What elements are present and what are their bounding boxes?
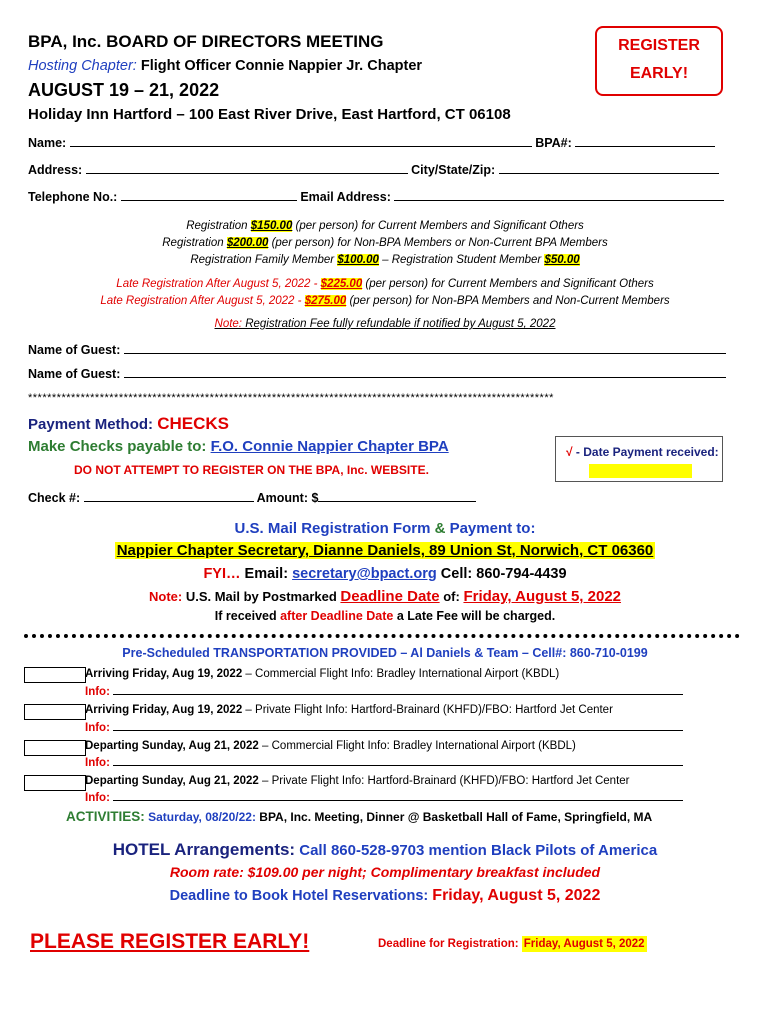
refund-note	[0, 318, 770, 330]
transport-text: – Private Flight Info: Hartford-Brainard (KHFD)/FBO: Hartford Jet Center	[242, 704, 613, 716]
payable-label: Make Checks payable to:	[28, 438, 211, 455]
transport-info-field-2[interactable]	[113, 730, 683, 731]
hotel-deadline-date: Friday, August 5, 2022	[432, 887, 601, 904]
late-fee-note	[0, 609, 770, 623]
city-state-zip-field[interactable]	[499, 173, 719, 174]
transport-date: Departing Sunday, Aug 21, 2022	[85, 740, 259, 752]
guest-label: Name of Guest:	[28, 343, 121, 357]
fyi-label: FYI…	[203, 566, 241, 582]
please-register-early: PLEASE REGISTER EARLY!	[30, 930, 310, 953]
transport-item-2	[85, 704, 613, 716]
fee-text: (per person) for Current Members and Significant Others	[292, 220, 584, 232]
guest-label: Name of Guest:	[28, 367, 121, 381]
postmark-note-label: Note:	[148, 589, 183, 604]
mail-heading-text: Payment to:	[445, 520, 536, 537]
guest-name-field-1[interactable]	[124, 353, 726, 354]
transport-date: Arriving Friday, Aug 19, 2022	[85, 668, 243, 680]
activities-row	[66, 809, 652, 824]
transport-checkbox-4[interactable]	[24, 775, 86, 791]
address-row	[28, 163, 719, 177]
address-field[interactable]	[86, 173, 408, 174]
guest-name-field-2[interactable]	[124, 377, 726, 378]
late-fee-amount: $225.00	[320, 278, 363, 290]
date-payment-text: - Date Payment received:	[572, 445, 719, 459]
late-fee-line-2	[0, 295, 770, 307]
late-fee-line-1	[0, 278, 770, 290]
check-mark-icon: √	[566, 445, 573, 459]
hosting-value: Flight Officer Connie Nappier Jr. Chapter	[140, 58, 423, 74]
transport-info-field-1[interactable]	[113, 694, 683, 695]
transport-date: Departing Sunday, Aug 21, 2022	[85, 775, 259, 787]
register-box-line2: EARLY!	[629, 65, 689, 82]
fee-line-3	[0, 254, 770, 266]
registration-deadline-date: Friday, August 5, 2022	[523, 938, 645, 950]
register-early-box	[595, 26, 723, 96]
late-fee-text: Late Registration After August 5, 2022 -	[116, 278, 321, 290]
phone-row	[28, 190, 724, 204]
late-fee-amount: $275.00	[304, 295, 347, 307]
late-fee-note-text: If received	[214, 609, 281, 623]
fee-amount: $100.00	[337, 254, 379, 266]
guest-row-1	[28, 343, 726, 357]
activities-text: BPA, Inc. Meeting, Dinner @ Basketball Hall of Fame, Springfield, MA	[255, 810, 653, 824]
payment-method-value: CHECKS	[157, 414, 229, 433]
date-payment-field[interactable]	[589, 464, 692, 478]
deadline-date-label: Deadline Date	[340, 588, 440, 605]
postmark-of: of:	[439, 589, 464, 604]
star-divider: **************************************************************************************************************	[28, 392, 554, 404]
transport-text: – Commercial Flight Info: Bradley International Airport (KBDL)	[258, 740, 576, 752]
payable-to	[28, 438, 449, 455]
transport-item-1	[85, 668, 559, 680]
phone-label: Telephone No.:	[28, 190, 118, 204]
fee-text: Registration Family Member	[190, 254, 338, 266]
payable-value: F.O. Connie Nappier Chapter BPA	[210, 438, 449, 455]
check-number-field[interactable]	[84, 501, 254, 502]
hotel-row	[0, 840, 770, 860]
city-label: City/State/Zip:	[411, 163, 496, 177]
name-field[interactable]	[70, 146, 532, 147]
transport-checkbox-2[interactable]	[24, 704, 86, 720]
transport-info-label: Info:	[85, 757, 110, 769]
fee-amount: $200.00	[226, 237, 269, 249]
transport-info-row-1	[85, 686, 683, 698]
transport-info-label: Info:	[85, 792, 110, 804]
fee-line-1	[0, 220, 770, 232]
late-fee-note-text: a Late Fee will be charged.	[393, 609, 556, 623]
register-box-line1: REGISTER	[618, 37, 700, 54]
fee-text: Registration	[162, 237, 227, 249]
fee-amount: $150.00	[250, 220, 293, 232]
activities-label: ACTIVITIES:	[66, 809, 145, 824]
check-row	[28, 491, 476, 505]
transport-item-3	[85, 740, 576, 752]
amount-label: Amount: $	[256, 491, 319, 505]
transport-checkbox-3[interactable]	[24, 740, 86, 756]
late-fee-text: (per person) for Non-BPA Members and Non-Current Members	[346, 295, 670, 307]
email-label: Email Address:	[300, 190, 391, 204]
name-row	[28, 136, 715, 150]
postmark-note-text: U.S. Mail by Postmarked	[182, 589, 341, 604]
email-field[interactable]	[394, 200, 724, 201]
venue: Holiday Inn Hartford – 100 East River Drive, East Hartford, CT 06108	[28, 106, 511, 123]
hotel-call: Call 860-528-9703 mention Black Pilots of America	[295, 842, 658, 859]
guest-row-2	[28, 367, 726, 381]
hotel-label: HOTEL Arrangements:	[112, 840, 296, 859]
fee-line-2	[0, 237, 770, 249]
date-payment-label	[566, 445, 722, 459]
hosting-chapter	[28, 58, 422, 74]
transport-item-4	[85, 775, 630, 787]
transport-text: – Private Flight Info: Hartford-Brainard (KHFD)/FBO: Hartford Jet Center	[258, 775, 630, 787]
check-label: Check #:	[28, 491, 81, 505]
fee-text: Registration	[186, 220, 251, 232]
payment-method	[28, 414, 229, 434]
refund-note-label: Note:	[214, 318, 243, 330]
mail-heading-text: U.S. Mail Registration Form	[234, 520, 435, 537]
meeting-title: BPA, Inc. BOARD OF DIRECTORS MEETING	[28, 32, 384, 51]
bpa-number-field[interactable]	[575, 146, 715, 147]
transport-heading: Pre-Scheduled TRANSPORTATION PROVIDED – Al Daniels & Team – Cell#: 860-710-0199	[122, 646, 648, 660]
cell-contact: Cell: 860-794-4439	[436, 566, 567, 582]
registration-deadline	[378, 938, 647, 950]
transport-info-field-4[interactable]	[113, 800, 683, 801]
payment-method-label: Payment Method:	[28, 416, 158, 433]
transport-info-label: Info:	[85, 686, 110, 698]
transport-info-field-3[interactable]	[113, 765, 683, 766]
transport-info-row-3	[85, 757, 683, 769]
late-fee-note-red: after Deadline Date	[280, 609, 394, 623]
transport-info-label: Info:	[85, 722, 110, 734]
transport-checkbox-1[interactable]	[24, 667, 86, 683]
transport-info-row-4	[85, 792, 683, 804]
late-fee-text: (per person) for Current Members and Significant Others	[362, 278, 654, 290]
hotel-rate: Room rate: $109.00 per night; Complimentary breakfast included	[169, 864, 601, 880]
address-label: Address:	[28, 163, 83, 177]
mail-heading-amp: &	[434, 520, 446, 537]
meeting-dates: AUGUST 19 – 21, 2022	[28, 80, 220, 100]
website-warning: DO NOT ATTEMPT TO REGISTER ON THE BPA, Inc. WEBSITE.	[74, 463, 429, 477]
amount-field[interactable]	[318, 501, 476, 502]
activities-date: Saturday, 08/20/22:	[144, 810, 256, 824]
transport-date: Arriving Friday, Aug 19, 2022	[85, 704, 243, 716]
email-contact-label: Email:	[240, 566, 293, 582]
fee-amount: $50.00	[544, 254, 580, 266]
transport-info-row-2	[85, 722, 683, 734]
mail-heading	[0, 520, 770, 537]
fee-text: (per person) for Non-BPA Members or Non-Current BPA Members	[268, 237, 608, 249]
mail-address: Nappier Chapter Secretary, Dianne Daniels, 89 Union St, Norwich, CT 06360	[116, 542, 654, 559]
bpa-label: BPA#:	[535, 136, 572, 150]
hosting-label: Hosting Chapter:	[28, 58, 137, 74]
hotel-deadline	[0, 887, 770, 905]
date-payment-box	[555, 436, 723, 482]
postmark-note	[0, 588, 770, 605]
refund-note-text: Registration Fee fully refundable if notified by August 5, 2022	[242, 318, 556, 330]
secretary-email-link[interactable]: secretary@bpact.org	[292, 566, 437, 582]
registration-deadline-label: Deadline for Registration:	[378, 938, 519, 950]
contact-row	[0, 566, 770, 582]
late-fee-text: Late Registration After August 5, 2022 -	[100, 295, 305, 307]
name-label: Name:	[28, 136, 67, 150]
hotel-deadline-label: Deadline to Book Hotel Reservations:	[169, 888, 433, 904]
fee-text: – Registration Student Member	[378, 254, 545, 266]
postmark-deadline-date: Friday, August 5, 2022	[463, 588, 622, 605]
dotted-divider	[24, 634, 740, 638]
transport-text: – Commercial Flight Info: Bradley International Airport (KBDL)	[242, 668, 560, 680]
phone-field[interactable]	[121, 200, 297, 201]
mail-address-row	[0, 542, 770, 559]
